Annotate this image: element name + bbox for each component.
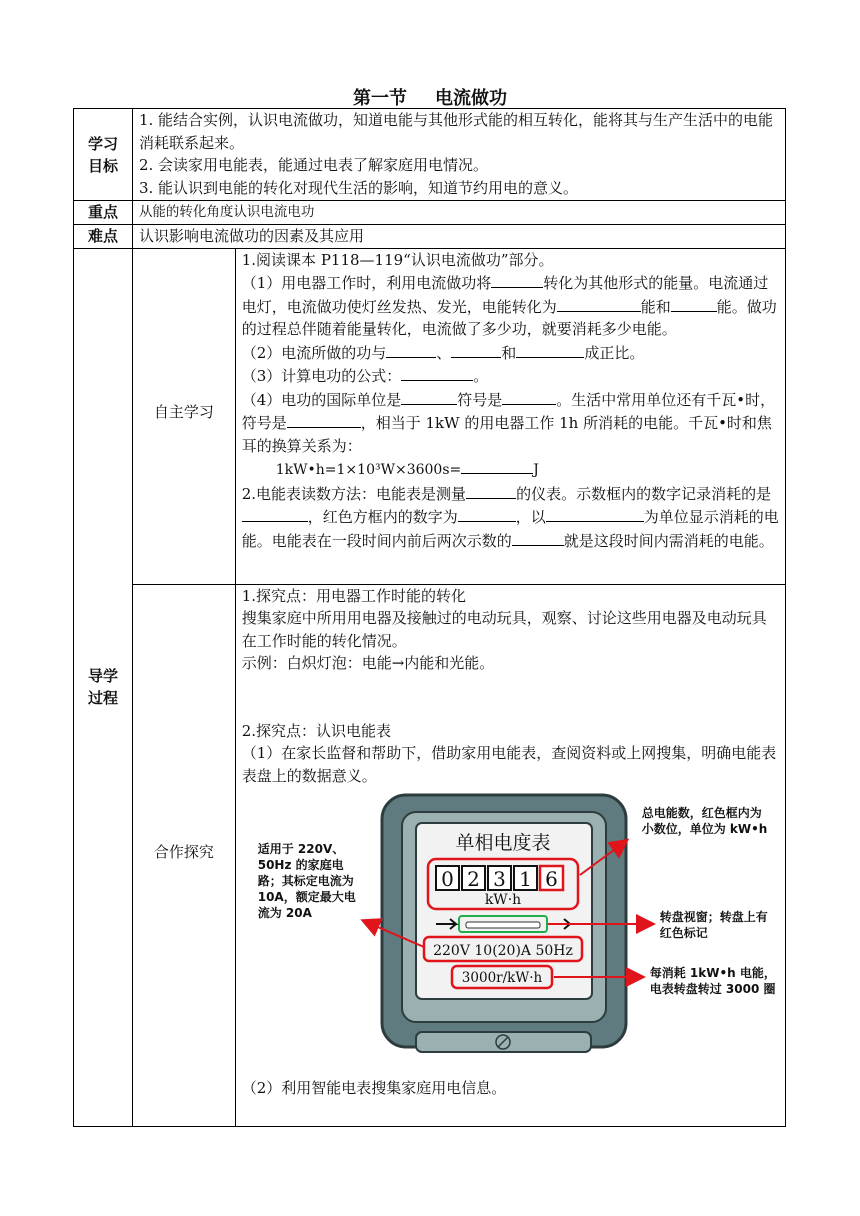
meter-unit: kW·h xyxy=(484,892,521,908)
blank-field[interactable] xyxy=(401,364,473,381)
annotation-window: 转盘视窗；转盘上有红色标记 xyxy=(659,910,768,940)
key-label: 重点 xyxy=(74,201,133,225)
difficulty-label: 难点 xyxy=(74,224,133,248)
meter-constant: 3000r/kW·h xyxy=(461,970,542,986)
rotor-disc xyxy=(466,922,540,928)
blank-field[interactable] xyxy=(502,388,556,405)
digit: 0 xyxy=(440,867,454,891)
blank-field[interactable] xyxy=(242,505,308,522)
self-study-label: 自主学习 xyxy=(132,248,235,584)
coop-row xyxy=(74,584,786,1126)
process-label: 导学过程 xyxy=(74,248,133,1126)
self-study-q3: （3）计算电功的公式： 。 xyxy=(242,364,779,388)
difficulty-row xyxy=(74,224,786,248)
self-study-content xyxy=(235,248,785,584)
coop-q1-example: 示例：白炽灯泡：电能→内能和光能。 xyxy=(241,654,495,672)
blank-field[interactable] xyxy=(458,505,516,522)
self-study-row xyxy=(74,248,786,584)
coop-q2-step2: （2）利用智能电表搜集家庭用电信息。 xyxy=(241,1079,507,1097)
coop-content xyxy=(235,584,785,1126)
study-plan-table xyxy=(73,108,786,1127)
self-study-meter-reading: 2.电能表读数方法：电能表是测量 的仪表。示数框内的数字记录消耗的是，红色方框内的数字为 ，以 为单位显示消耗的电能。电能表在一段时间内前后两次示数的 就是这段时间内需消耗的电能。 xyxy=(242,482,779,553)
blank-field[interactable] xyxy=(287,411,361,428)
coop-q1-title: 1.探究点：用电器工作时能的转化 xyxy=(241,586,467,605)
goal-item: 2. 会读家用电能表，能通过电表了解家庭用电情况。 xyxy=(138,156,489,174)
digit: 2 xyxy=(466,867,480,891)
meter-rating: 220V 10(20)A 50Hz xyxy=(432,943,573,959)
blank-field[interactable] xyxy=(461,457,533,474)
conversion-formula: 1kW•h=1×10³W×3600s= J xyxy=(242,457,779,482)
key-text: 从能的转化角度认识电流电功 xyxy=(132,201,785,225)
coop-q2-title: 2.探究点：认识电能表 xyxy=(241,721,392,740)
difficulty-text: 认识影响电流做功的因素及其应用 xyxy=(132,224,785,248)
digit: 6 xyxy=(544,867,558,891)
coop-q1-body: 搜集家庭中所用用电器及接触过的电动玩具，观察、讨论这些用电器及电动玩具在工作时能的转化情况。 xyxy=(241,609,767,650)
goals-content xyxy=(132,109,785,201)
goals-row xyxy=(74,109,786,201)
coop-label: 合作探究 xyxy=(132,584,235,1126)
self-study-q2: （2）电流所做的功与 、 和 成正比。 xyxy=(242,341,779,365)
section-name: 电流做功 xyxy=(435,88,507,109)
blank-field[interactable] xyxy=(451,341,501,358)
section-number: 第一节 xyxy=(353,88,407,109)
blank-field[interactable] xyxy=(546,505,644,522)
coop-q2-step1: （1）在家长监督和帮助下，借助家用电能表，查阅资料或上网搜集，明确电能表表盘上的数据意义。 xyxy=(241,744,777,785)
goal-item: 3. 能认识到电能的转化对现代生活的影响，知道节约用电的意义。 xyxy=(138,178,579,197)
blank-field[interactable] xyxy=(516,341,584,358)
key-row xyxy=(74,201,786,225)
blank-field[interactable] xyxy=(466,482,516,499)
meter-digits xyxy=(436,866,563,891)
digit: 3 xyxy=(492,867,506,891)
blank-field[interactable] xyxy=(671,295,717,312)
annotation-total: 总电能数，红色框内为小数位，单位为 kW•h xyxy=(641,806,768,836)
blank-field[interactable] xyxy=(557,295,641,312)
page-title xyxy=(0,84,860,110)
digit: 1 xyxy=(518,867,532,891)
meter-title: 单相电度表 xyxy=(455,832,551,854)
blank-field[interactable] xyxy=(491,271,543,288)
goals-label: 学习目标 xyxy=(74,109,133,201)
self-study-intro: 1.阅读课本 P118—119“认识电流做功”部分。 xyxy=(241,250,554,269)
blank-field[interactable] xyxy=(401,388,457,405)
annotation-rating: 适用于 220V、50Hz 的家庭电路；其标定电流为 10A，额定最大电流为 20A xyxy=(257,842,356,920)
self-study-q1: （1）用电器工作时，利用电流做功将 转化为其他形式的能量。电流通过电灯，电流做功使灯丝发热、发光，电能转化为 能和 能。做功的过程总伴随着能量转化，电流做了多少功，就要消耗多少电能。 xyxy=(242,271,779,341)
annotation-constant: 每消耗 1kW•h 电能，电表转盘转过 3000 圈 xyxy=(649,966,776,996)
goal-item: 1. 能结合实例，认识电流做功，知道电能与其他形式能的相互转化，能将其与生产生活中的电能消耗联系起来。 xyxy=(138,111,774,152)
blank-field[interactable] xyxy=(512,529,564,546)
self-study-q4: （4）电功的国际单位是 符号是 。生活中常用单位还有千瓦•时，符号是 ，相当于 1kW 的用电器工作 1h 所消耗的电能。千瓦•时和焦耳的换算关系为： xyxy=(242,388,779,458)
blank-field[interactable] xyxy=(386,341,436,358)
meter-figure xyxy=(236,787,779,1067)
